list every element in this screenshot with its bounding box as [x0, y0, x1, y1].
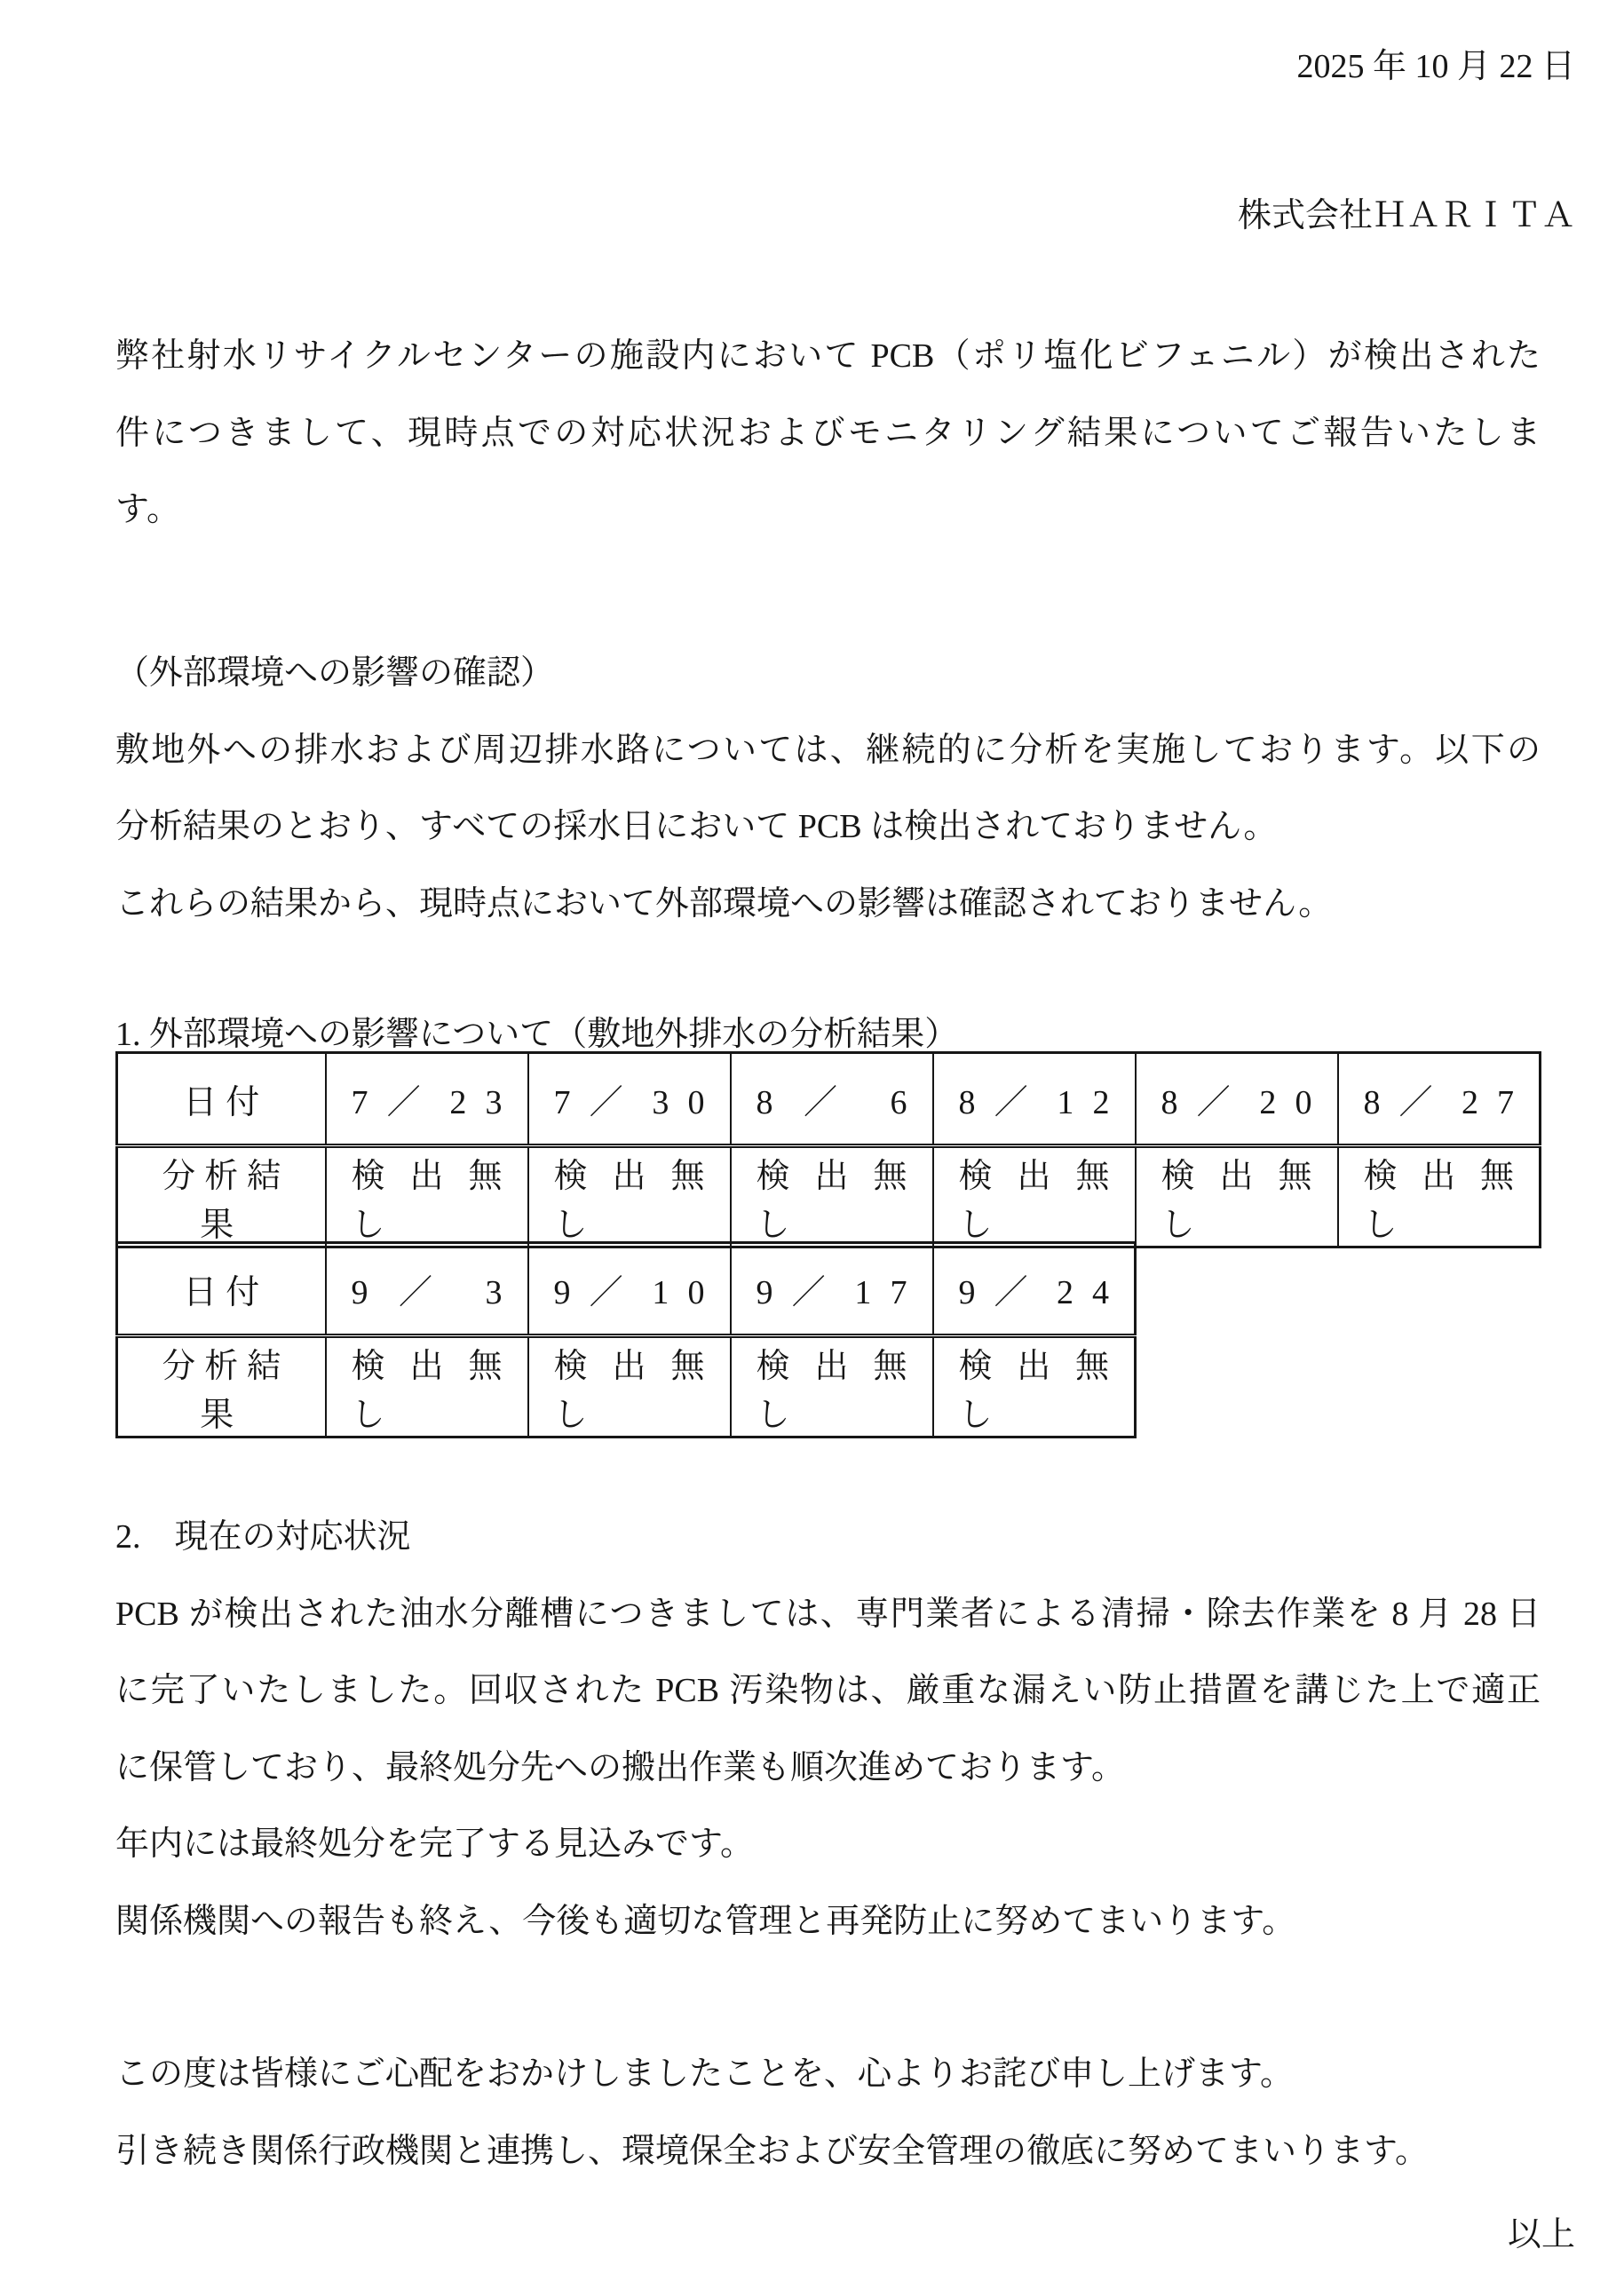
- result-row-label: 分析結果: [117, 1336, 326, 1437]
- result-row-label: 分析結果: [117, 1146, 326, 1247]
- section2-line: PCB が検出された油水分離槽につきましては、専門業者による清掃・除去作業を 8 月 28 日: [115, 1596, 1541, 1633]
- section2-heading: 2. 現在の対応状況: [115, 1518, 411, 1556]
- closing-line: 引き続き関係行政機関と連携し、環境保全および安全管理の徹底に努めてまいります。: [115, 2133, 1429, 2170]
- date-row-label: 日付: [117, 1053, 326, 1146]
- section1-heading: 1. 外部環境への影響について（敷地外排水の分析結果）: [115, 1016, 959, 1053]
- result-cell: 検 出 無 し: [1338, 1146, 1541, 1247]
- analysis-table-jul-aug: [115, 1051, 1541, 1248]
- date-cell: 9 ／ 1 7: [731, 1243, 933, 1336]
- result-cell: 検 出 無 し: [933, 1146, 1136, 1247]
- env-check-line: 敷地外への排水および周辺排水路については、継続的に分析を実施しております。以下の: [115, 732, 1541, 769]
- table-row-dates: [117, 1243, 1136, 1336]
- table-row-dates: [117, 1053, 1541, 1146]
- section2-line: 年内には最終処分を完了する見込みです。: [115, 1826, 754, 1863]
- table-row-results: [117, 1336, 1136, 1437]
- env-check-heading: （外部環境への影響の確認）: [115, 654, 555, 692]
- intro-line: す。: [115, 491, 180, 528]
- sign-off: 以上: [1507, 2216, 1575, 2253]
- date-cell: 7 ／ 2 3: [326, 1053, 528, 1146]
- date-cell: 8 ／ 1 2: [933, 1053, 1136, 1146]
- result-cell: 検 出 無 し: [528, 1336, 731, 1437]
- table-row-results: [117, 1146, 1541, 1247]
- result-cell: 検 出 無 し: [1136, 1146, 1338, 1247]
- date-cell: 9 ／ 2 4: [933, 1243, 1136, 1336]
- result-cell: 検 出 無 し: [326, 1336, 528, 1437]
- result-cell: 検 出 無 し: [933, 1336, 1136, 1437]
- closing-line: この度は皆様にご心配をおかけしましたことを、心よりお詫び申し上げます。: [115, 2055, 1294, 2093]
- result-cell: 検 出 無 し: [731, 1336, 933, 1437]
- date-cell: 8 ／ 6: [731, 1053, 933, 1146]
- date-row-label: 日付: [117, 1243, 326, 1336]
- result-cell: 検 出 無 し: [731, 1146, 933, 1247]
- company-name: 株式会社ＨＡＲＩＴＡ: [1237, 197, 1575, 234]
- env-check-line: これらの結果から、現時点において外部環境への影響は確認されておりません。: [115, 885, 1333, 923]
- date-cell: 8 ／ 2 7: [1338, 1053, 1541, 1146]
- intro-line: 弊社射水リサイクルセンターの施設内において PCB（ポリ塩化ビフェニル）が検出された: [115, 337, 1541, 375]
- env-check-line: 分析結果のとおり、すべての採水日において PCB は検出されておりません。: [115, 808, 1278, 845]
- date-cell: 7 ／ 3 0: [528, 1053, 731, 1146]
- section2-line: 関係機関への報告も終え、今後も適切な管理と再発防止に努めてまいります。: [115, 1903, 1296, 1940]
- issue-date: 2025 年 10 月 22 日: [1296, 48, 1575, 85]
- date-cell: 9 ／ 3: [326, 1243, 528, 1336]
- section2-line: に完了いたしました。回収された PCB 汚染物は、厳重な漏えい防止措置を講じた上で適正: [115, 1672, 1541, 1709]
- date-cell: 8 ／ 2 0: [1136, 1053, 1338, 1146]
- section2-line: に保管しており、最終処分先への搬出作業も順次進めております。: [115, 1749, 1125, 1786]
- date-cell: 9 ／ 1 0: [528, 1243, 731, 1336]
- result-cell: 検 出 無 し: [326, 1146, 528, 1247]
- analysis-table-sep: [115, 1241, 1137, 1438]
- result-cell: 検 出 無 し: [528, 1146, 731, 1247]
- intro-line: 件につきまして、現時点での対応状況およびモニタリング結果についてご報告いたしま: [115, 415, 1541, 452]
